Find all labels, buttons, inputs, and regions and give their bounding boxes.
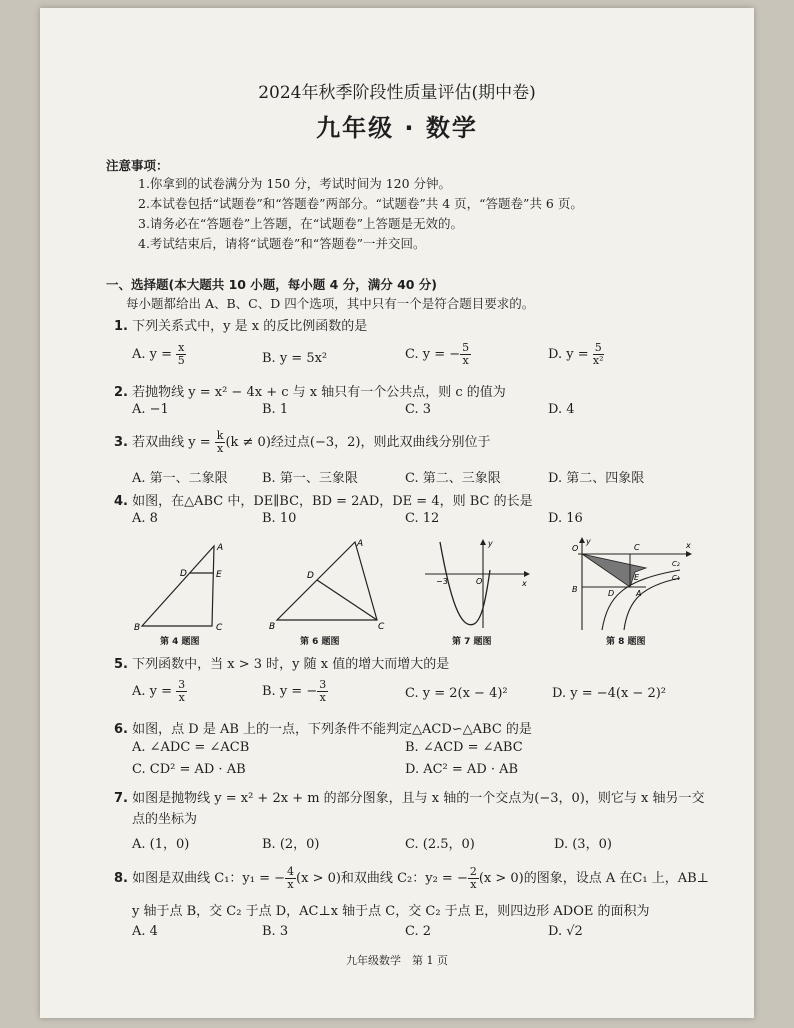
q3-option-d: D. 第二、四象限 (548, 471, 645, 486)
section-instruction: 每小题都给出 A、B、C、D 四个选项，其中只有一个是符合题目要求的。 (126, 296, 535, 311)
label-x: x (522, 579, 527, 588)
caption-q7: 第 7 题图 (452, 637, 492, 647)
q2-option-a: A. −1 (132, 402, 169, 417)
label-E: E (634, 573, 640, 582)
label-B: B (134, 623, 141, 632)
q8-option-d: D. √2 (548, 924, 583, 939)
label-y: y (488, 539, 493, 548)
label-C: C (634, 543, 640, 552)
notice-item: 4.考试结束后，请将“试题卷”和“答题卷”一并交回。 (138, 236, 426, 251)
q1-stem: 1. 下列关系式中，y 是 x 的反比例函数的是 (114, 319, 368, 334)
subject-title: 九年级 · 数学 (316, 114, 478, 142)
q1-option-c: C. y = − $\frac{5}{x}$ (405, 341, 470, 367)
q4-stem: 4. 如图，在△ABC 中，DE∥BC，BD = 2AD，DE = 4，则 BC 的长是 (114, 494, 533, 509)
label-B: B (572, 585, 578, 594)
q5-stem: 5. 下列函数中，当 x > 3 时，y 随 x 值的增大而增大的是 (114, 657, 450, 672)
q7-option-c: C. (2.5，0) (405, 837, 475, 852)
label-A: A (217, 543, 224, 553)
q1-option-b: B. y = 5x² (262, 351, 328, 366)
q1-option-a: A. y = $\frac{x}{5}$ (132, 341, 185, 367)
label-x: x (686, 541, 691, 550)
figure-q6 (265, 536, 395, 632)
label-C2: C₂ (672, 560, 680, 568)
exam-page (40, 8, 754, 1018)
q2-option-d: D. 4 (548, 402, 575, 417)
page-footer: 九年级数学 第 1 页 (346, 954, 448, 967)
q5-option-d: D. y = −4(x − 2)² (552, 686, 667, 701)
q6-option-b: B. ∠ACD = ∠ABC (405, 740, 523, 755)
q4-option-c: C. 12 (405, 511, 440, 526)
q3-option-b: B. 第一、三象限 (262, 471, 358, 486)
q6-option-c: C. CD² = AD · AB (132, 762, 246, 777)
q2-option-b: B. 1 (262, 402, 289, 417)
q1-option-d: D. y = $\frac{5}{\text{x²}}$ (548, 341, 604, 367)
figure-q7 (420, 538, 530, 630)
notice-item: 3.请务必在“答题卷”上答题，在“试题卷”上答题是无效的。 (138, 216, 463, 231)
q5-option-c: C. y = 2(x − 4)² (405, 686, 508, 701)
label-O: O (572, 544, 579, 553)
caption-q4: 第 4 题图 (160, 637, 200, 647)
label-C: C (216, 623, 223, 632)
label-D: D (180, 569, 187, 579)
notice-item: 1.你拿到的试卷满分为 150 分，考试时间为 120 分钟。 (138, 176, 452, 191)
q3-stem: 3. 若双曲线 y = $\frac{k}{x}$ (k ≠ 0)经过点(−3，2)，则此双曲线分别位于 (114, 429, 491, 455)
label-O: O (476, 577, 483, 586)
q6-option-d: D. AC² = AD · AB (405, 762, 519, 777)
q6-stem: 6. 如图，点 D 是 AB 上的一点，下列条件不能判定△ACD∽△ABC 的是 (114, 722, 532, 737)
q2-option-c: C. 3 (405, 402, 432, 417)
q3-option-a: A. 第一、二象限 (132, 471, 228, 486)
q2-stem: 2. 若抛物线 y = x² − 4x + c 与 x 轴只有一个公共点，则 c 的值为 (114, 385, 506, 400)
label-E: E (216, 570, 222, 580)
q8-option-a: A. 4 (132, 924, 158, 939)
caption-q8: 第 8 题图 (606, 637, 646, 647)
exam-title: 2024年秋季阶段性质量评估(期中卷) (258, 83, 536, 103)
label-B: B (269, 622, 276, 632)
q7-stem-cont: 点的坐标为 (132, 812, 198, 827)
q8-option-b: B. 3 (262, 924, 289, 939)
q4-option-b: B. 10 (262, 511, 297, 526)
q8-stem: 8. 如图是双曲线 C₁：y₁ = − $\frac{4}{x}$ (x > 0)和双曲线 C₂：y₂ = − $\frac{2}{x}$ (x > 0)的图象，设点 A 在C₁ 上，AB⊥ (114, 865, 709, 891)
q8-stem-cont: y 轴于点 B，交 C₂ 于点 D，AC⊥x 轴于点 C，交 C₂ 于点 E，则四边形 ADOE 的面积为 (132, 904, 650, 919)
label-D: D (608, 589, 615, 598)
q7-option-b: B. (2，0) (262, 837, 320, 852)
figure-q4 (130, 540, 240, 632)
q4-option-a: A. 8 (132, 511, 158, 526)
q6-option-a: A. ∠ADC = ∠ACB (132, 740, 250, 755)
q8-option-c: C. 2 (405, 924, 432, 939)
label-D: D (307, 571, 314, 581)
notice-item: 2.本试卷包括“试题卷”和“答题卷”两部分。“试题卷”共 4 页，“答题卷”共 6 页。 (138, 196, 583, 211)
q3-option-c: C. 第二、三象限 (405, 471, 501, 486)
label-C: C (378, 622, 385, 632)
section-heading: 一、选择题(本大题共 10 小题，每小题 4 分，满分 40 分) (106, 277, 438, 292)
q4-option-d: D. 16 (548, 511, 583, 526)
label-A: A (636, 589, 642, 598)
q7-option-d: D. (3，0) (554, 837, 612, 852)
label-neg3: −3 (436, 577, 448, 586)
q5-option-a: A. y = $\frac{3}{x}$ (132, 678, 186, 704)
q7-option-a: A. (1，0) (132, 837, 190, 852)
label-A: A (357, 539, 364, 549)
q5-option-b: B. y = − $\frac{3}{x}$ (262, 678, 327, 704)
figure-q8 (568, 536, 692, 632)
q7-stem: 7. 如图是抛物线 y = x² + 2x + m 的部分图象，且与 x 轴的一个交点为(−3，0)，则它与 x 轴另一交 (114, 791, 705, 806)
label-y: y (586, 537, 591, 546)
label-C1: C₁ (672, 574, 680, 582)
notice-heading: 注意事项： (106, 158, 169, 173)
caption-q6: 第 6 题图 (300, 637, 340, 647)
